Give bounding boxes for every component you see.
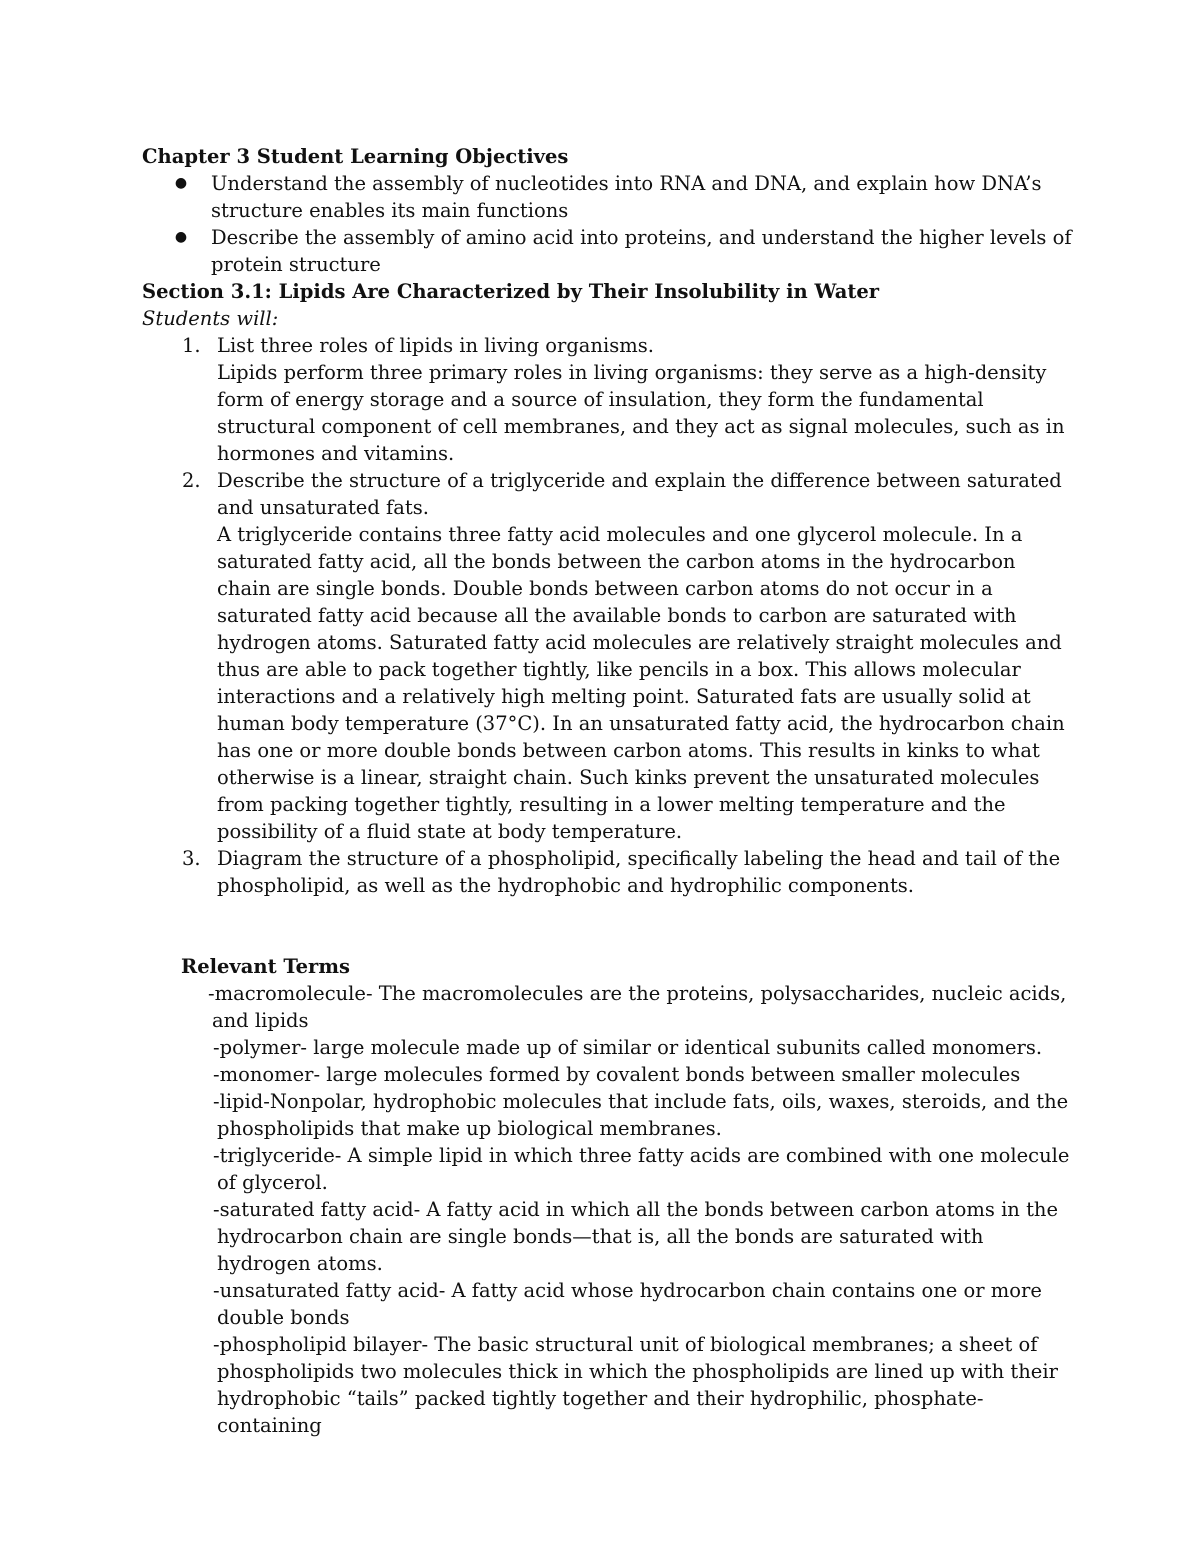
term-item: -lipid-Nonpolar, hydrophobic molecules that include fats, oils, waxes, steroids, and the phospholipids that make up biological membranes.: [213, 1090, 1069, 1140]
bullet-icon: ●: [174, 229, 188, 245]
outcome-item: [142, 467, 1072, 845]
outcome-prompt: Diagram the structure of a phospholipid, specifically labeling the head and tail of the phospholipid, as well as the hydrophobic and hydrophilic components.: [217, 847, 1061, 897]
outcome-answer: Lipids perform three primary roles in living organisms: they serve as a high-density form of energy storage and a source of insulation, they form the fundamental structural component of cell membranes, and they act as signal molecules, such as in hormones and vitamins.: [217, 361, 1065, 465]
term-item: -unsaturated fatty acid- A fatty acid whose hydrocarbon chain contains one or more double bonds: [213, 1279, 1042, 1329]
terms-list: [142, 980, 1072, 1439]
outcome-prompt: Describe the structure of a triglyceride and explain the difference between saturated and unsaturated fats.: [217, 469, 1062, 519]
document-body: [142, 143, 1072, 1439]
outcome-item: [142, 845, 1072, 899]
outcome-number: 2.: [182, 469, 201, 492]
term-item: -phospholipid bilayer- The basic structural unit of biological membranes; a sheet of phospholipids two molecules thick in which the phospholipids are lined up with their hydrophobic “tails” packed tightly together and their hydrophilic, phosphate-containing: [213, 1333, 1058, 1437]
bullet-icon: ●: [174, 175, 188, 191]
term-item: -polymer- large molecule made up of similar or identical subunits called monomers.: [213, 1036, 1043, 1059]
term-item: -saturated fatty acid- A fatty acid in which all the bonds between carbon atoms in the hydrocarbon chain are single bonds—that is, all the bonds are saturated with hydrogen atoms.: [213, 1198, 1059, 1275]
outcome-number: 3.: [182, 847, 201, 870]
outcomes-list: [142, 332, 1072, 899]
term-item: -macromolecule- The macromolecules are the proteins, polysaccharides, nucleic acids, and lipids: [208, 982, 1067, 1032]
section-heading: Section 3.1: Lipids Are Characterized by Their Insolubility in Water: [142, 280, 880, 303]
spacer: [142, 899, 1072, 953]
objective-text: Understand the assembly of nucleotides into RNA and DNA, and explain how DNA’s structure enables its main functions: [211, 172, 1042, 222]
outcome-prompt: List three roles of lipids in living organisms.: [217, 334, 654, 357]
outcome-answer: A triglyceride contains three fatty acid molecules and one glycerol molecule. In a saturated fatty acid, all the bonds between the carbon atoms in the hydrocarbon chain are single bonds. Double bonds between carbon atoms do not occur in a saturated fatty acid because all the available bonds to carbon are saturated with hydrogen atoms. Saturated fatty acid molecules are relatively straight molecules and thus are able to pack together tightly, like pencils in a box. This allows molecular interactions and a relatively high melting point. Saturated fats are usually solid at human body temperature (37°C). In an unsaturated fatty acid, the hydrocarbon chain has one or more double bonds between carbon atoms. This results in kinks to what otherwise is a linear, straight chain. Such kinks prevent the unsaturated molecules from packing together tightly, resulting in a lower melting temperature and the possibility of a fluid state at body temperature.: [217, 523, 1065, 843]
outcome-number: 1.: [182, 334, 201, 357]
term-item: -triglyceride- A simple lipid in which three fatty acids are combined with one molecule of glycerol.: [213, 1144, 1070, 1194]
objectives-list: [142, 170, 1072, 278]
term-item: -monomer- large molecules formed by covalent bonds between smaller molecules: [213, 1063, 1021, 1086]
objective-text: Describe the assembly of amino acid into proteins, and understand the higher levels of protein structure: [211, 226, 1072, 276]
terms-heading: Relevant Terms: [181, 955, 350, 978]
students-will-label: Students will:: [142, 307, 279, 330]
objective-item: [142, 224, 1072, 278]
outcome-item: [142, 332, 1072, 467]
chapter-heading: Chapter 3 Student Learning Objectives: [142, 145, 569, 168]
objective-item: [142, 170, 1072, 224]
